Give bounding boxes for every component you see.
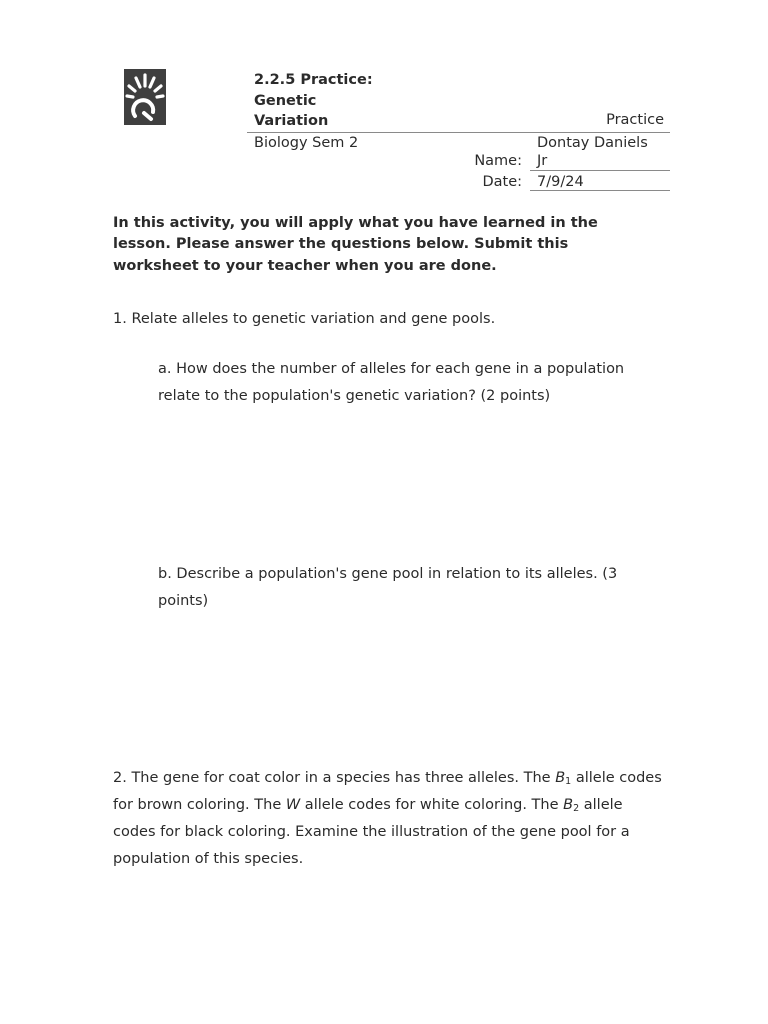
q2-text-4: allele codes for black coloring. Examine the illustration of the gene pool for a population of this species. — [113, 797, 630, 867]
question-1b: b. Describe a population's gene pool in relation to its alleles. (3 points) — [158, 566, 618, 609]
q2-text-2: allele codes for brown coloring. The — [113, 770, 662, 813]
name-underline — [530, 170, 670, 171]
worksheet-title — [254, 70, 373, 132]
q2-text-1: 2. The gene for coat color in a species has three alleles. The — [113, 770, 556, 786]
title-line-1: 2.2.5 Practice: — [254, 72, 373, 88]
question-1a: a. How does the number of alleles for each gene in a population relate to the population's genetic variation? (2 points) — [158, 361, 625, 404]
instructions: In this activity, you will apply what you have learned in the lesson. Please answer the questions below. Submit this worksheet to your teacher when you are done. — [113, 215, 598, 274]
activity-type: Practice — [606, 112, 664, 128]
question-1-prompt: 1. Relate alleles to genetic variation and gene pools. — [113, 311, 496, 327]
course-name: Biology Sem 2 — [254, 135, 359, 151]
allele-w: W — [285, 797, 301, 813]
name-field[interactable]: Jr — [537, 153, 548, 169]
title-line-2: Genetic — [254, 92, 317, 109]
publisher-logo — [124, 69, 166, 125]
student-name: Dontay Daniels — [537, 135, 648, 151]
sun-logo-icon — [124, 69, 166, 125]
title-line-3: Variation — [254, 113, 329, 129]
header-divider — [247, 132, 670, 133]
name-label: Name: — [474, 153, 522, 169]
question-2 — [113, 765, 663, 873]
date-label: Date: — [482, 174, 522, 190]
date-field[interactable]: 7/9/24 — [537, 174, 584, 190]
q2-text-3: allele codes for white coloring. The — [300, 797, 564, 813]
allele-b1: B — [555, 770, 566, 786]
allele-b1-subscript: 1 — [565, 776, 572, 787]
allele-b2-subscript: 2 — [573, 803, 580, 814]
date-underline — [530, 190, 670, 191]
allele-b2: B — [563, 797, 574, 813]
